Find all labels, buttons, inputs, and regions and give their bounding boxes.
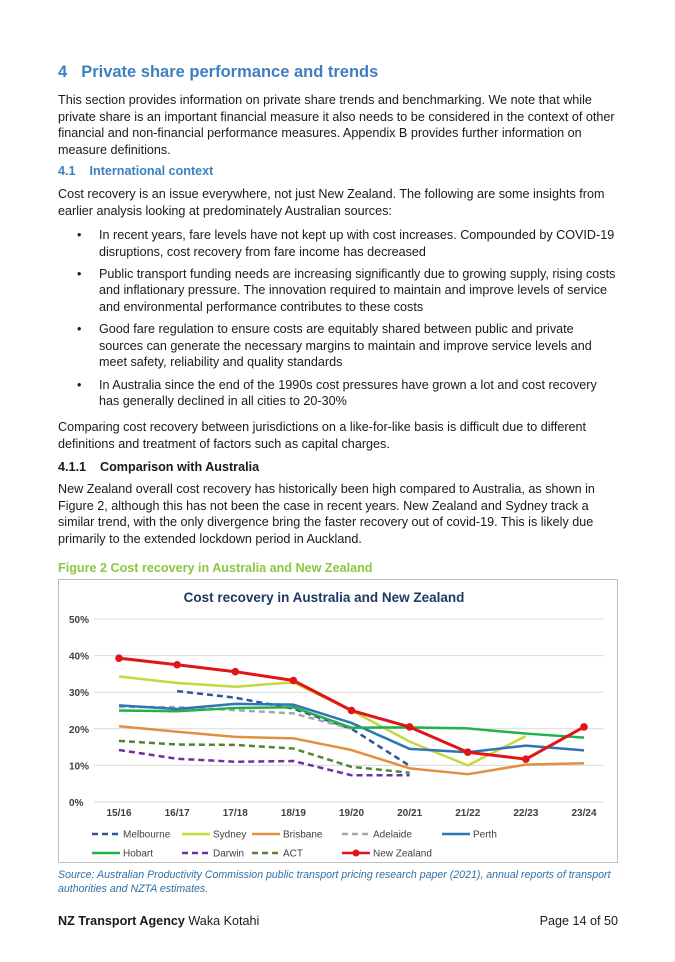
- x-tick-label: 22/23: [513, 808, 539, 819]
- legend-item: [182, 849, 244, 860]
- list-item: [58, 227, 618, 260]
- section-intro: This section provides information on private share trends and benchmarking. We note that while private share is an important financial measure it also needs to be considered in the context of other financial and non-financial performance measures. Appendix B provides further information on measure definitions.: [58, 93, 615, 157]
- legend-marker: [353, 850, 360, 857]
- legend-label: Sydney: [213, 829, 247, 841]
- data-point: [290, 677, 298, 685]
- list-item: [58, 377, 618, 410]
- bullet-icon: •: [77, 266, 82, 281]
- figure-caption: Figure 2 Cost recovery in Australia and New Zealand: [58, 561, 373, 575]
- chart-frame: [58, 579, 618, 863]
- data-point: [348, 707, 356, 715]
- data-point: [115, 654, 123, 662]
- y-tick-label: 10%: [69, 761, 90, 773]
- legend-label: New Zealand: [373, 848, 432, 860]
- subsection-title: International context: [89, 164, 214, 178]
- page-footer: [58, 914, 618, 928]
- footer-org-name: NZ Transport Agency: [58, 914, 185, 928]
- legend-label: Hobart: [123, 848, 154, 860]
- subsubsection-number: 4.1.1: [58, 460, 87, 474]
- page-number: Page 14 of 50: [539, 914, 618, 928]
- section-number: 4: [58, 63, 68, 81]
- list-item-text: In Australia since the end of the 1990s cost pressures have grown a lot and cost recovery has generally declined in all cities to 20-30%: [99, 377, 597, 409]
- data-point: [522, 755, 530, 763]
- y-tick-label: 40%: [69, 651, 90, 663]
- section-title: Private share performance and trends: [81, 63, 379, 81]
- bullet-icon: •: [77, 228, 82, 242]
- footer-org-maori: Waka Kotahi: [184, 914, 260, 928]
- data-point: [231, 668, 239, 676]
- closing-paragraph: Comparing cost recovery between jurisdictions on a like-for-like basis is difficult due to different definitions and treatment of factors such as capital charges.: [58, 420, 587, 451]
- list-item: [58, 321, 618, 371]
- x-tick-label: 16/17: [164, 808, 190, 819]
- legend-label: Melbourne: [123, 829, 171, 841]
- legend-item: [92, 849, 153, 860]
- x-tick-label: 20/21: [397, 808, 423, 819]
- legend-item: [342, 849, 432, 860]
- legend-label: ACT: [283, 848, 303, 860]
- line-chart: [59, 580, 617, 862]
- section-heading: [58, 63, 378, 82]
- subsubsection-title: Comparison with Australia: [100, 460, 260, 474]
- x-tick-label: 19/20: [338, 808, 365, 819]
- x-tick-label: 23/24: [571, 808, 597, 819]
- x-tick-label: 21/22: [455, 808, 481, 819]
- legend-label: Brisbane: [283, 829, 323, 841]
- y-tick-label: 50%: [69, 615, 90, 626]
- legend-label: Darwin: [213, 848, 245, 860]
- bullet-icon: •: [77, 377, 82, 392]
- legend-label: Adelaide: [373, 829, 412, 841]
- legend-label: Perth: [473, 829, 497, 841]
- legend-item: [182, 830, 246, 841]
- legend-item: [252, 830, 323, 841]
- legend-item: [92, 830, 171, 841]
- insights-list: [58, 227, 618, 415]
- x-tick-label: 17/18: [222, 808, 248, 819]
- figure-source: Source: Australian Productivity Commission public transport pricing research paper (2021), annual reports of transport authorities and NZTA estimates.: [58, 869, 611, 895]
- chart-title: Cost recovery in Australia and New Zealand: [183, 590, 465, 605]
- list-item-text: In recent years, fare levels have not kept up with cost increases. Compounded by COVID-19 disruptions, cost recovery from fare income has decreased: [99, 228, 615, 259]
- comparison-paragraph: New Zealand overall cost recovery has historically been high compared to Australia, as shown in Figure 2, although this has not been the case in recent years. New Zealand and Sydney track a similar trend, with the only divergence bring the faster recovery out of covid-19. This is likely due primarily to the extended lockdown period in Auckland.: [58, 482, 595, 546]
- subsection-heading: [58, 164, 213, 178]
- subsubsection-heading: [58, 460, 259, 474]
- bullet-icon: •: [77, 322, 82, 337]
- x-tick-label: 15/16: [106, 808, 132, 819]
- data-point: [464, 748, 472, 756]
- legend-item: [442, 830, 497, 841]
- data-point: [580, 723, 588, 731]
- subsection-lead: Cost recovery is an issue everywhere, not just New Zealand. The following are some insights from earlier analysis looking at predominately Australian sources:: [58, 187, 605, 218]
- list-item-text: Good fare regulation to ensure costs are equitably shared between public and private sources can generate the necessary margins to maintain and improve service levels and meet safety, reliability and quality standards: [99, 322, 592, 370]
- y-tick-label: 0%: [69, 798, 84, 809]
- data-point: [406, 723, 414, 731]
- list-item: [58, 266, 618, 316]
- x-tick-label: 18/19: [280, 808, 306, 819]
- y-tick-label: 20%: [69, 724, 90, 736]
- legend-item: [342, 830, 412, 841]
- list-item-text: Public transport funding needs are increasing significantly due to growing supply, rising costs and inflationary pressure. The innovation required to maintain and improve levels of service and environmental performance contributes to these costs: [99, 266, 616, 314]
- subsection-number: 4.1: [58, 164, 76, 178]
- data-point: [173, 661, 181, 669]
- y-tick-label: 30%: [69, 688, 90, 700]
- legend-item: [252, 849, 303, 860]
